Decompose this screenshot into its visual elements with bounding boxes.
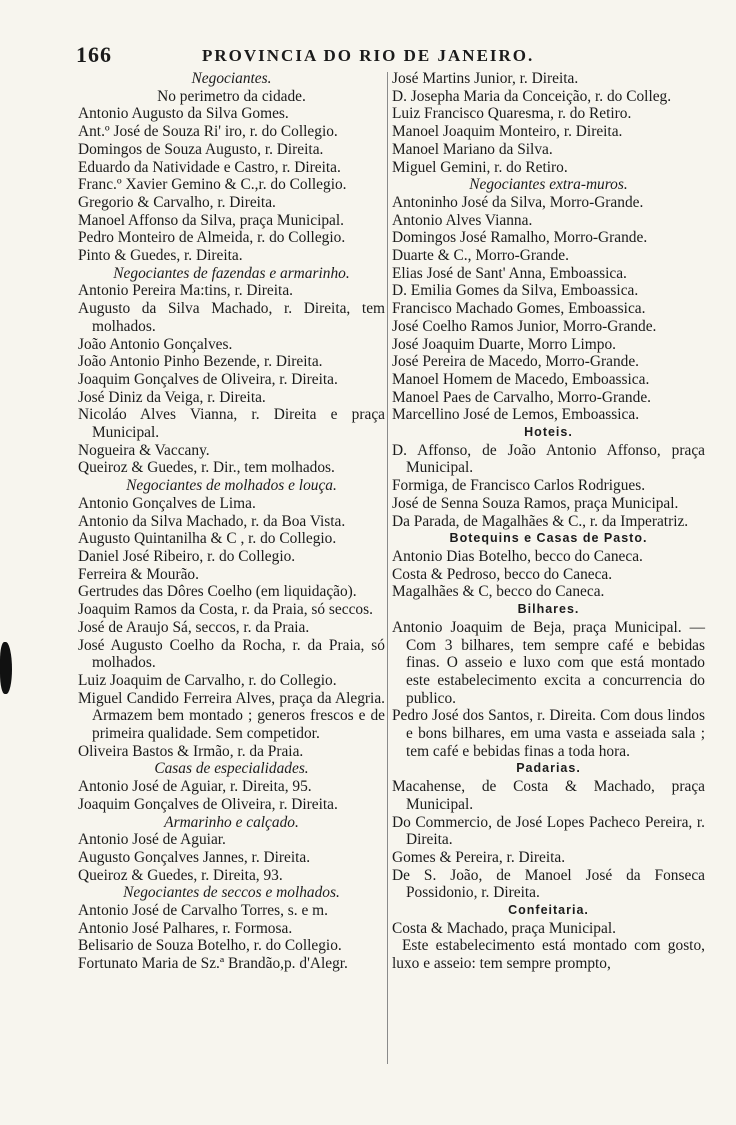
directory-entry: Manoel Affonso da Silva, praça Municipal. <box>78 211 344 229</box>
directory-entry: Antonio Joaquim de Beja, praça Municipal. — Com 3 bilhares, tem sempre café e bebidas finas. O asseio e luxo com que está montado este estabelecimento excita a concurrencia do publico. <box>392 618 705 707</box>
section-heading: Botequins e Casas de Pasto. <box>449 531 648 546</box>
directory-entry: Antonio Gonçalves de Lima. <box>78 494 256 512</box>
directory-entry: Queiroz & Guedes, r. Direita, 93. <box>78 866 283 884</box>
directory-entry: Fortunato Maria de Sz.ª Brandão,p. d'Alegr. <box>78 955 348 973</box>
directory-entry: Antonio Alves Vianna. <box>392 211 533 229</box>
directory-entry: Antonio José de Carvalho Torres, s. e m. <box>78 902 328 920</box>
section-heading: Armarinho e calçado. <box>164 813 299 831</box>
right-column <box>392 70 705 973</box>
left-column <box>78 70 385 973</box>
directory-entry: Costa & Pedroso, becco do Caneca. <box>392 565 613 583</box>
directory-entry: Domingos de Souza Augusto, r. Direita. <box>78 140 324 158</box>
section-heading: Negociantes de seccos e molhados. <box>123 884 340 902</box>
directory-entry: D. Josepha Maria da Conceição, r. do Colleg. <box>392 87 672 105</box>
directory-entry: Pedro Monteiro de Almeida, r. do Collegio. <box>78 229 346 247</box>
section-heading: Negociantes. <box>191 70 272 87</box>
section-heading: Hoteis. <box>524 425 573 440</box>
section-heading: Negociantes de molhados e louça. <box>126 477 337 495</box>
directory-entry: José de Araujo Sá, seccos, r. da Praia. <box>78 618 310 636</box>
directory-entry: Augusto Quintanilha & C , r. do Collegio. <box>78 530 337 548</box>
directory-entry: Manoel Mariano da Silva. <box>392 140 553 158</box>
directory-entry: José Augusto Coelho da Rocha, r. da Praia, só molhados. <box>78 636 385 672</box>
directory-entry: Marcellino José de Lemos, Emboassica. <box>392 406 640 424</box>
section-heading: Negociantes extra-muros. <box>469 176 628 194</box>
directory-entry: Antoninho José da Silva, Morro-Grande. <box>392 193 644 211</box>
directory-entry: Antonio José Palhares, r. Formosa. <box>78 919 293 937</box>
directory-entry: Manoel Paes de Carvalho, Morro-Grande. <box>392 388 651 406</box>
directory-entry: Joaquim Ramos da Costa, r. da Praia, só seccos. <box>78 601 373 619</box>
directory-entry: Franc.º Xavier Gemino & C.,r. do Collegio. <box>78 176 347 194</box>
subheading: No perimetro da cidade. <box>157 87 306 105</box>
directory-entry: Ferreira & Mourão. <box>78 565 199 583</box>
directory-entry: Oliveira Bastos & Irmão, r. da Praia. <box>78 742 304 760</box>
directory-entry: Antonio da Silva Machado, r. da Boa Vista. <box>78 512 346 530</box>
directory-entry: Pedro José dos Santos, r. Direita. Com dous lindos e bons bilhares, em uma vasta e asseiada sala ; tem café e bebidas finas a toda hora. <box>392 707 705 760</box>
directory-entry: Duarte & C., Morro-Grande. <box>392 247 569 265</box>
note-paragraph: Este estabelecimento está montado com gosto, luxo e asseio: tem sempre prompto, <box>392 937 705 973</box>
directory-entry: Antonio Dias Botelho, becco do Caneca. <box>392 547 643 565</box>
directory-entry: D. Affonso, de João Antonio Affonso, praça Municipal. <box>392 441 705 477</box>
directory-entry: Joaquim Gonçalves de Oliveira, r. Direita. <box>78 795 338 813</box>
directory-entry: Manoel Joaquim Monteiro, r. Direita. <box>392 123 623 141</box>
directory-entry: Joaquim Gonçalves de Oliveira, r. Direita. <box>78 370 338 388</box>
directory-entry: Miguel Gemini, r. do Retiro. <box>392 158 568 176</box>
directory-entry: Do Commercio, de José Lopes Pacheco Pereira, r. Direita. <box>392 813 705 849</box>
directory-entry: Magalhães & C, becco do Caneca. <box>392 583 605 601</box>
directory-entry: Luiz Joaquim de Carvalho, r. do Collegio. <box>78 671 337 689</box>
directory-entry: Antonio José de Aguiar. <box>78 831 226 849</box>
directory-entry: Da Parada, de Magalhães & C., r. da Imperatriz. <box>392 512 689 530</box>
directory-entry: Eduardo da Natividade e Castro, r. Direita. <box>78 158 341 176</box>
directory-entry: João Antonio Gonçalves. <box>78 335 233 353</box>
directory-entry: Queiroz & Guedes, r. Dir., tem molhados. <box>78 459 335 477</box>
directory-entry: José Diniz da Veiga, r. Direita. <box>78 388 266 406</box>
directory-entry: Nogueira & Vaccany. <box>78 441 210 459</box>
section-heading: Confeitaria. <box>508 903 589 918</box>
directory-entry: Francisco Machado Gomes, Emboassica. <box>392 300 646 318</box>
running-head: PROVINCIA DO RIO DE JANEIRO. <box>202 46 535 65</box>
directory-entry: Formiga, de Francisco Carlos Rodrigues. <box>392 477 646 495</box>
directory-entry: Antonio Pereira Ma:tins, r. Direita. <box>78 282 293 300</box>
directory-entry: Ant.º José de Souza Ri' iro, r. do Collegio. <box>78 123 338 141</box>
column-divider <box>387 72 388 1064</box>
directory-entry: Costa & Machado, praça Municipal. <box>392 919 616 937</box>
directory-entry: Elias José de Sant' Anna, Emboassica. <box>392 264 627 282</box>
ink-blot <box>0 642 12 694</box>
directory-entry: Luiz Francisco Quaresma, r. do Retiro. <box>392 105 632 123</box>
directory-entry: Pinto & Guedes, r. Direita. <box>78 247 243 265</box>
page-header <box>76 42 716 72</box>
directory-entry: Gertrudes das Dôres Coelho (em liquidação). <box>78 583 357 601</box>
directory-entry: José de Senna Souza Ramos, praça Municipal. <box>392 494 679 512</box>
directory-entry: Domingos José Ramalho, Morro-Grande. <box>392 229 648 247</box>
directory-entry: Antonio José de Aguiar, r. Direita, 95. <box>78 778 312 796</box>
section-heading: Bilhares. <box>517 602 580 617</box>
section-heading: Negociantes de fazendas e armarinho. <box>113 264 350 282</box>
directory-entry: Macahense, de Costa & Machado, praça Municipal. <box>392 778 705 813</box>
section-heading: Padarias. <box>516 761 581 776</box>
directory-entry: José Joaquim Duarte, Morro Limpo. <box>392 335 616 353</box>
directory-entry: Miguel Candido Ferreira Alves, praça da Alegria. Armazem bem montado ; generos frescos e de primeira qualidade. Sem competidor. <box>78 689 385 743</box>
directory-entry: Antonio Augusto da Silva Gomes. <box>78 105 289 123</box>
directory-entry: José Coelho Ramos Junior, Morro-Grande. <box>392 317 657 335</box>
directory-entry: De S. João, de Manoel José da Fonseca Possidonio, r. Direita. <box>392 866 705 902</box>
section-heading: Casas de especialidades. <box>154 760 309 778</box>
directory-entry: José Martins Junior, r. Direita. <box>392 70 579 87</box>
directory-entry: Daniel José Ribeiro, r. do Collegio. <box>78 547 296 565</box>
directory-entry: José Pereira de Macedo, Morro-Grande. <box>392 353 640 371</box>
directory-entry: Belisario de Souza Botelho, r. do Collegio. <box>78 937 342 955</box>
directory-entry: João Antonio Pinho Bezende, r. Direita. <box>78 353 323 371</box>
page-number: 166 <box>76 42 112 67</box>
directory-entry: D. Emilia Gomes da Silva, Emboassica. <box>392 282 639 300</box>
directory-entry: Augusto da Silva Machado, r. Direita, tem molhados. <box>78 300 385 335</box>
directory-entry: Nicoláo Alves Vianna, r. Direita e praça Municipal. <box>78 406 385 442</box>
directory-entry: Augusto Gonçalves Jannes, r. Direita. <box>78 848 311 866</box>
directory-entry: Manoel Homem de Macedo, Emboassica. <box>392 370 650 388</box>
directory-entry: Gomes & Pereira, r. Direita. <box>392 848 566 866</box>
directory-entry: Gregorio & Carvalho, r. Direita. <box>78 193 276 211</box>
